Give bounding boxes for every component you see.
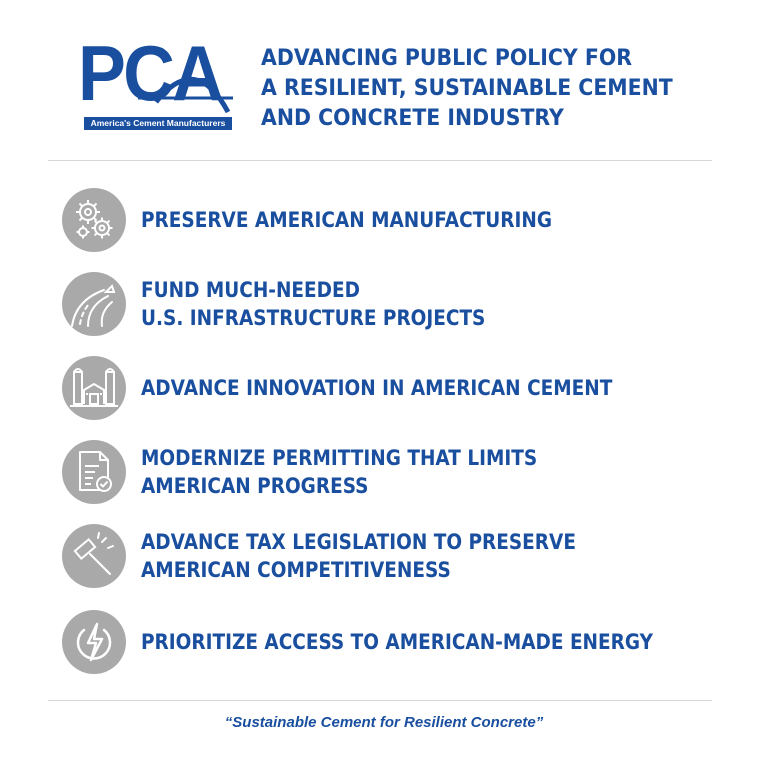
pillar-text bbox=[141, 356, 687, 420]
page-headline bbox=[261, 44, 680, 134]
pillar-text bbox=[141, 610, 687, 674]
permit-document-icon bbox=[62, 440, 126, 504]
gears-icon bbox=[62, 188, 126, 252]
pillar-innovation bbox=[62, 356, 712, 426]
road-icon bbox=[62, 272, 126, 336]
headline-line: A RESILIENT, SUSTAINABLE CEMENT bbox=[261, 76, 673, 101]
pillar-manufacturing bbox=[62, 188, 712, 258]
pillar-tax-legislation bbox=[62, 524, 712, 594]
header bbox=[78, 29, 718, 138]
pillar-energy bbox=[62, 610, 712, 680]
logo-letters: PCA bbox=[78, 29, 222, 117]
pillar-line: AMERICAN COMPETITIVENESS bbox=[141, 558, 451, 582]
pillar-infrastructure bbox=[62, 272, 712, 342]
pillar-permitting bbox=[62, 440, 712, 510]
pillar-text bbox=[141, 524, 687, 588]
cement-plant-icon bbox=[62, 356, 126, 420]
pillar-line: U.S. INFRASTRUCTURE PROJECTS bbox=[141, 306, 486, 330]
pillar-line: ADVANCE TAX LEGISLATION TO PRESERVE bbox=[141, 530, 576, 554]
pillar-line: AMERICAN PROGRESS bbox=[141, 474, 369, 498]
pillar-line: PRIORITIZE ACCESS TO AMERICAN-MADE ENERGY bbox=[141, 630, 654, 654]
pillar-line: FUND MUCH-NEEDED bbox=[141, 278, 360, 302]
pillar-line: MODERNIZE PERMITTING THAT LIMITS bbox=[141, 446, 538, 470]
logo-tagline: America's Cement Manufacturers bbox=[84, 117, 232, 130]
pillar-text bbox=[141, 272, 687, 336]
pca-logo bbox=[78, 29, 238, 134]
headline-line: AND CONCRETE INDUSTRY bbox=[261, 106, 564, 131]
pillar-text bbox=[141, 188, 687, 252]
bottom-divider bbox=[48, 700, 712, 701]
energy-bolt-icon bbox=[62, 610, 126, 674]
headline-line: ADVANCING PUBLIC POLICY FOR bbox=[261, 46, 632, 71]
pillar-line: ADVANCE INNOVATION IN AMERICAN CEMENT bbox=[141, 376, 613, 400]
footer-tagline: “Sustainable Cement for Resilient Concrete” bbox=[224, 714, 544, 731]
pillar-line: PRESERVE AMERICAN MANUFACTURING bbox=[141, 208, 553, 232]
top-divider bbox=[48, 160, 712, 161]
gavel-icon bbox=[62, 524, 126, 588]
pillar-text bbox=[141, 440, 687, 504]
